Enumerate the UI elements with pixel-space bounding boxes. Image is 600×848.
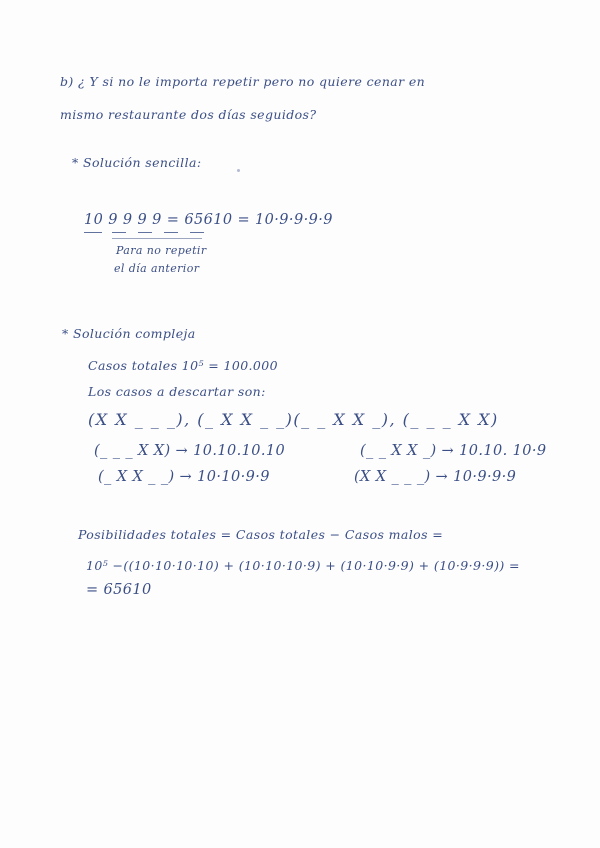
ink-dot — [237, 169, 240, 172]
complex-solution-heading: * Solución compleja — [62, 326, 196, 341]
easy-solution-note-2: el día anterior — [114, 262, 200, 275]
brace-line — [112, 238, 202, 239]
underline-9c — [164, 232, 178, 233]
problem-line-2: mismo restaurante dos días seguidos? — [60, 107, 317, 122]
pattern-b: (_ _ X X _) → 10.10. 10·9 — [360, 443, 547, 459]
result-computation: 10⁵ −((10·10·10·10) + (10·10·10·9) + (10·10·9·9) + (10·9·9·9)) = — [86, 558, 520, 573]
easy-solution-formula: 10 9 9 9 9 = 65610 = 10·9·9·9·9 — [84, 212, 333, 228]
easy-solution-note-1: Para no repetir — [116, 244, 207, 257]
total-cases: Casos totales 10⁵ = 100.000 — [88, 358, 278, 373]
pattern-c: (_ X X _ _) → 10·10·9·9 — [98, 469, 270, 485]
result-equation: Posibilidades totales = Casos totales − Casos malos = — [78, 527, 444, 542]
underline-9a — [112, 232, 126, 233]
underline-9d — [190, 232, 204, 233]
easy-solution-heading: * Solución sencilla: — [72, 155, 202, 170]
pattern-d: (X X _ _ _) → 10·9·9·9 — [354, 469, 517, 485]
pattern-a: (_ _ _ X X) → 10.10.10.10 — [94, 443, 286, 459]
patterns-row-1: (X X _ _ _), (_ X X _ _)(_ _ X X _), (_ _ _ X X) — [88, 410, 499, 429]
underline-9b — [138, 232, 152, 233]
discard-label: Los casos a descartar son: — [88, 384, 266, 399]
underline-10 — [84, 232, 102, 233]
result-answer: = 65610 — [86, 582, 152, 598]
problem-line-1: b) ¿ Y si no le importa repetir pero no quiere cenar en — [60, 74, 426, 89]
